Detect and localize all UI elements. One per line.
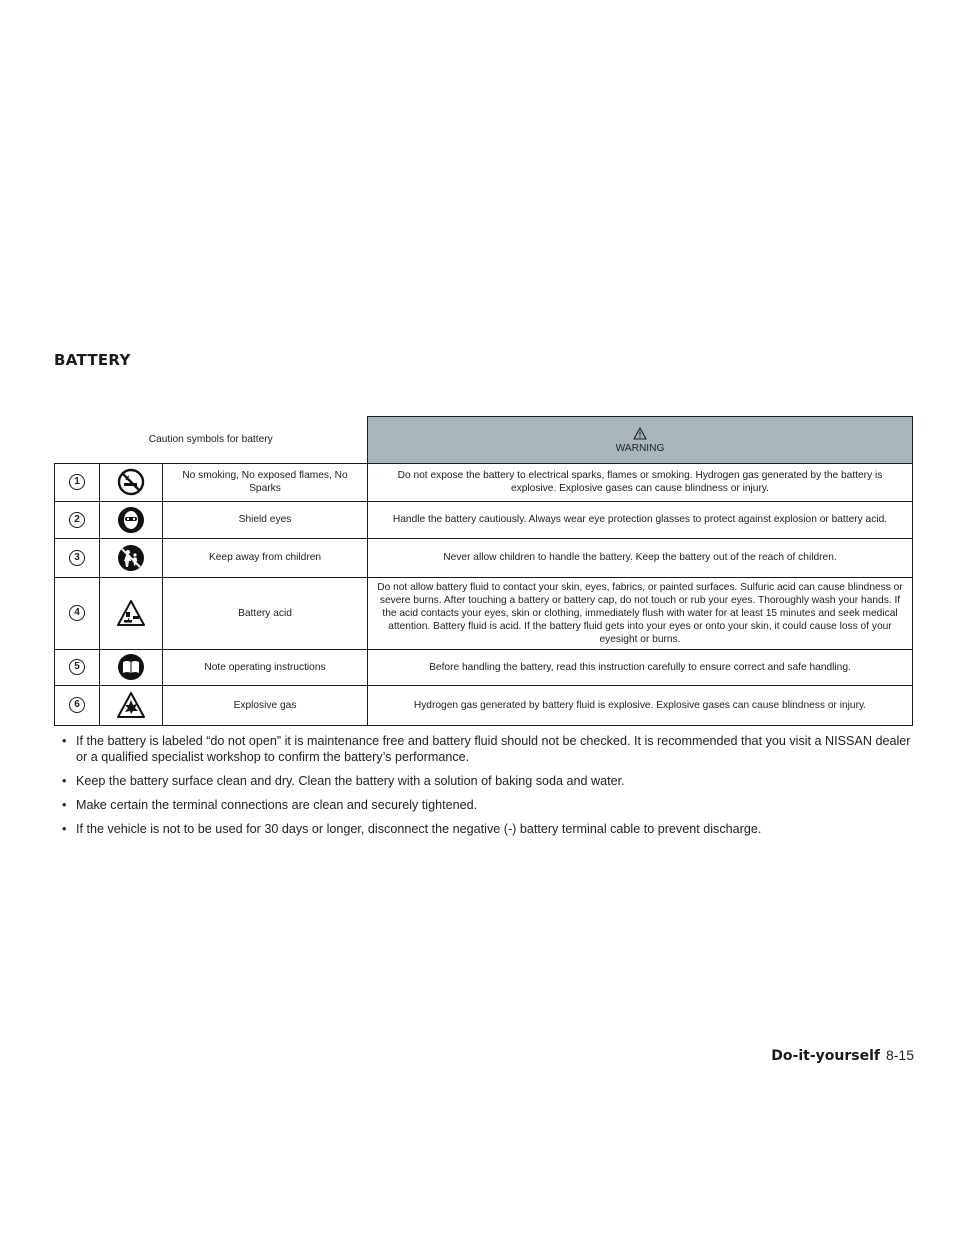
shield-eyes-icon	[117, 506, 145, 534]
row-number: 4	[69, 605, 85, 621]
row-number: 1	[69, 474, 85, 490]
symbol-description: Hydrogen gas generated by battery fluid is explosive. Explosive gases can cause blindness or injury.	[368, 685, 913, 725]
list-item-text: Make certain the terminal connections are clean and securely tightened.	[76, 798, 478, 812]
page-footer	[771, 1047, 914, 1064]
table-row	[55, 685, 913, 725]
page-number: 8-15	[885, 1047, 914, 1063]
section-title: BATTERY	[54, 351, 131, 369]
symbol-name: Keep away from children	[163, 538, 368, 577]
header-warning	[368, 417, 913, 464]
explosive-gas-icon	[116, 691, 146, 719]
table-row	[55, 501, 913, 538]
symbol-description: Do not allow battery fluid to contact your skin, eyes, fabrics, or painted surfaces. Sulfuric acid can cause blindness or severe burns. After touching a battery or battery cap, do not touch or rub your eyes. Thoroughly wash your hands. If the acid contacts your eyes, skin or clothing, immediately flush with water for at least 15 minutes and seek medical attention. Battery fluid is acid. If the battery fluid gets into your eyes or onto your skin, it could cause loss of your eyesight or burns.	[368, 577, 913, 649]
symbol-name: Shield eyes	[163, 501, 368, 538]
no-smoking-icon	[117, 468, 145, 496]
row-number: 6	[69, 697, 85, 713]
row-number: 2	[69, 512, 85, 528]
warning-triangle-icon	[633, 427, 647, 440]
list-item	[62, 773, 914, 789]
header-caution-symbols: Caution symbols for battery	[55, 417, 368, 464]
list-item	[62, 733, 914, 765]
list-item	[62, 821, 914, 837]
battery-care-list	[62, 733, 914, 845]
table-row	[55, 649, 913, 685]
table-header-row	[55, 417, 913, 464]
bullet-mark: •	[62, 798, 67, 812]
row-number: 5	[69, 659, 85, 675]
symbol-description: Before handling the battery, read this instruction carefully to ensure correct and safe handling.	[368, 649, 913, 685]
symbol-description: Never allow children to handle the battery. Keep the battery out of the reach of children.	[368, 538, 913, 577]
table-row	[55, 577, 913, 649]
bullet-mark: •	[62, 774, 67, 788]
symbol-name: Battery acid	[163, 577, 368, 649]
symbol-name: Note operating instructions	[163, 649, 368, 685]
keep-away-children-icon	[117, 544, 145, 572]
list-item-text: Keep the battery surface clean and dry. Clean the battery with a solution of baking soda and water.	[76, 774, 625, 788]
list-item-text: If the vehicle is not to be used for 30 days or longer, disconnect the negative (-) battery terminal cable to prevent discharge.	[76, 822, 762, 836]
row-number: 3	[69, 550, 85, 566]
battery-acid-icon	[116, 599, 146, 627]
table-row	[55, 538, 913, 577]
symbol-name: No smoking, No exposed flames, No Sparks	[163, 463, 368, 501]
table-row	[55, 463, 913, 501]
bullet-mark: •	[62, 734, 67, 748]
bullet-mark: •	[62, 822, 67, 836]
footer-section-name: Do-it-yourself	[771, 1048, 880, 1064]
list-item	[62, 797, 914, 813]
symbol-name: Explosive gas	[163, 685, 368, 725]
symbol-description: Do not expose the battery to electrical sparks, flames or smoking. Hydrogen gas generated by the battery is explosive. Explosive gases can cause blindness or injury.	[368, 463, 913, 501]
warning-label: WARNING	[615, 442, 665, 454]
list-item-text: If the battery is labeled “do not open” it is maintenance free and battery fluid should not be checked. It is recommended that you visit a NISSAN dealer or a qualified specialist workshop to confirm the battery’s performance.	[76, 734, 911, 764]
caution-symbols-table	[54, 416, 913, 726]
symbol-description: Handle the battery cautiously. Always wear eye protection glasses to protect against explosion or battery acid.	[368, 501, 913, 538]
instructions-book-icon	[117, 653, 145, 681]
